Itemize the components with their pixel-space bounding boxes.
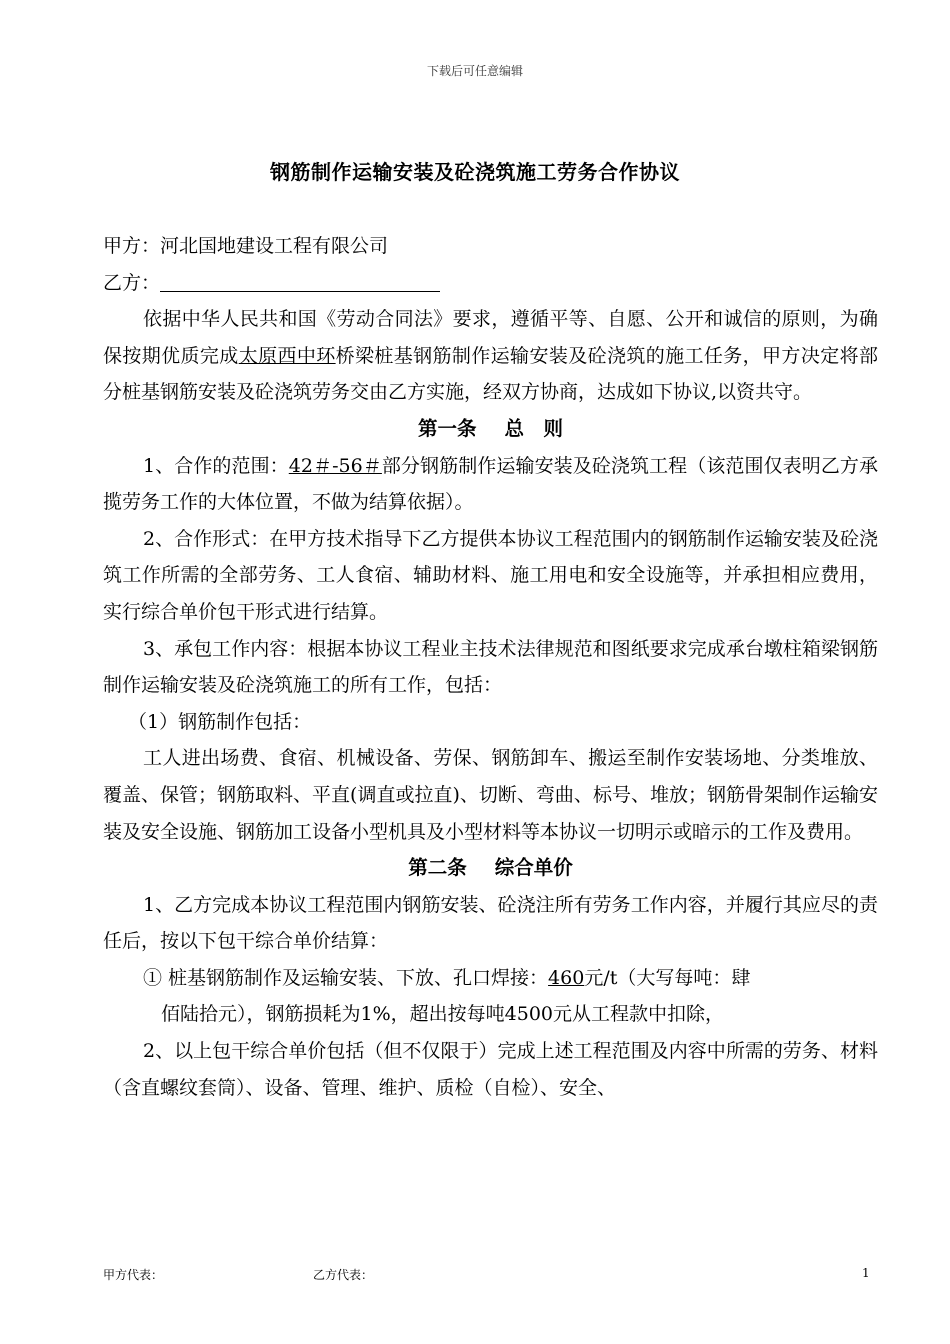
party-b-label: 乙方： (103, 271, 161, 294)
party-b-blank (160, 269, 440, 292)
item-1-label: 1、合作的范围： (143, 454, 289, 477)
article-2-price-continuation: 佰陆拾元），钢筋损耗为1%，超出按每吨4500元从工程款中扣除， (161, 1003, 724, 1026)
party-b-line (103, 265, 878, 302)
article-2-price-line (103, 960, 878, 997)
intro-text-start: 依据中华人民共和国《劳动合同法》要求，遵循平等、自愿、公开和诚信的原则，为确保按期优质完成 (103, 308, 878, 367)
article-1-item-3: 3、承包工作内容：根据本协议工程业主技术法律规范和图纸要求完成承台墩柱箱梁钢筋制作运输安装及砼浇筑施工的所有工作，包括： (103, 637, 878, 697)
party-b-representative: 乙方代表： (313, 1268, 374, 1282)
price-label: ① 桩基钢筋制作及运输安装、下放、孔口焊接： (143, 966, 549, 989)
project-name: 太原西中环 (238, 344, 336, 367)
document-body (103, 228, 878, 1106)
price-unit-text: 元/t（大写每吨：肆 (584, 966, 751, 989)
article-1-subitem-1: （1）钢筋制作包括： (128, 710, 312, 733)
article-1-item-2: 2、合作形式：在甲方技术指导下乙方提供本协议工程范围内的钢筋制作运输安装及砼浇筑工作所需的全部劳务、工人食宿、辅助材料、施工用电和安全设施等，并承担相应费用，实行综合单价包干形式进行结算。 (103, 527, 878, 623)
article-1-number: 第一条 (417, 416, 477, 440)
page-number: 1 (862, 1266, 870, 1280)
unit-price: 460 (548, 966, 585, 989)
party-a-line (103, 228, 878, 265)
article-2-item-2: 2、以上包干综合单价包括（但不仅限于）完成上述工程范围及内容中所需的劳务、材料（含直螺纹套筒）、设备、管理、维护、质检（自检）、安全、 (103, 1040, 878, 1099)
party-a-label: 甲方： (103, 235, 161, 257)
article-2-heading (103, 850, 878, 887)
intro-text-end: 桥梁桩基钢筋制作运输安装及砼浇筑的施工任务，甲方决定将部分桩基钢筋安装及砼浇筑劳务交由乙方实施，经双方协商，达成如下协议,以资共守。 (103, 344, 878, 404)
item-1-text: 部分钢筋制作运输安装及砼浇筑工程（该范围仅表明乙方承揽劳务工作的大体位置，不做为结算依据）。 (103, 454, 878, 514)
party-a-name: 河北国地建设工程有限公司 (160, 235, 389, 257)
article-1-heading (103, 411, 878, 448)
scope-range: 42＃-56＃ (288, 454, 382, 477)
document-title: 钢筋制作运输安装及砼浇筑施工劳务合作协议 (270, 160, 680, 184)
party-a-representative: 甲方代表： (103, 1268, 164, 1282)
article-2-title: 综合单价 (494, 856, 573, 880)
article-1-item-1 (103, 448, 878, 521)
article-2-item-1: 1、乙方完成本协议工程范围内钢筋安装、砼浇注所有劳务工作内容，并履行其应尽的责任后，按以下包干综合单价结算： (103, 893, 878, 953)
page-header: 下载后可任意编辑 (426, 64, 523, 78)
article-2-number: 第二条 (408, 856, 467, 880)
intro-paragraph (103, 301, 878, 411)
article-1-subitem-1-text: 工人进出场费、食宿、机械设备、劳保、钢筋卸车、搬运至制作安装场地、分类堆放、覆盖、保管；钢筋取料、平直(调直或拉直)、切断、弯曲、标号、堆放；钢筋骨架制作运输安装及安全设施、钢筋加工设备小型机具及小型材料等本协议一切明示或暗示的工作及费用。 (103, 747, 878, 843)
article-1-title: 总 则 (504, 416, 564, 440)
